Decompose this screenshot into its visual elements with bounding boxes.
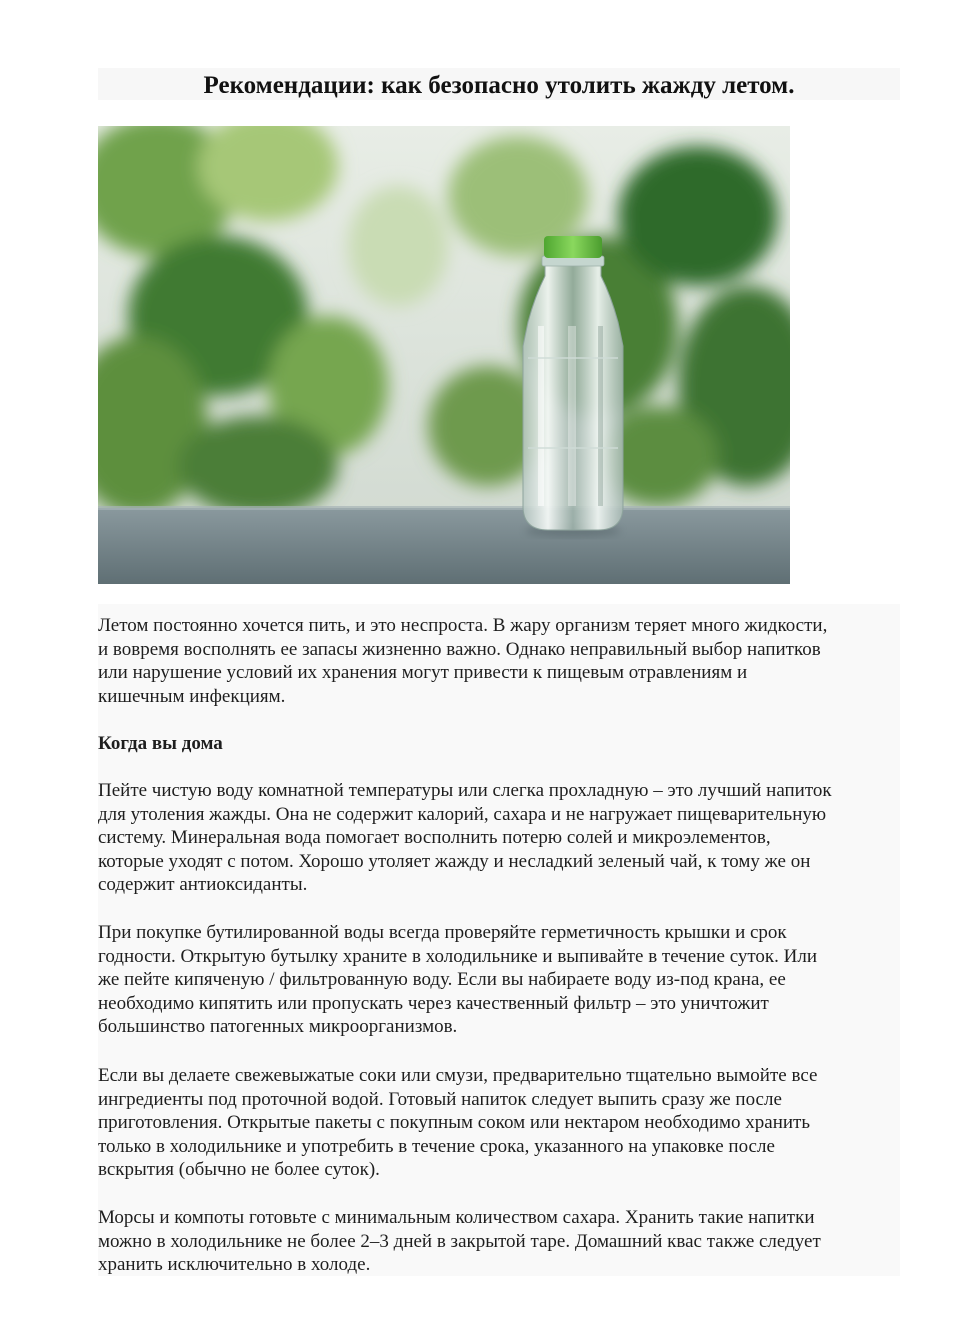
paragraph-water [98, 779, 900, 897]
text-line: Летом постоянно хочется пить, и это неспроста. В жару организм теряет много жидкости, [98, 615, 828, 636]
paragraph-bottled-water [98, 921, 900, 1039]
text-line: для утоления жажды. Она не содержит калорий, сахара и не нагружает пищеварительную [98, 803, 827, 825]
text-line: или нарушение условий их хранения могут привести к пищевым отравлениям и [98, 662, 748, 684]
section-heading: Когда вы дома [98, 733, 223, 754]
page-title: Рекомендации: как безопасно утолить жажду летом. [203, 72, 795, 99]
intro-paragraph [98, 614, 900, 708]
text-line: которые уходят с потом. Хорошо утоляет жажду и несладкий зеленый чай, к тому же он [98, 850, 811, 872]
text-line: приготовления. Открытые пакеты с покупным соком или нектаром необходимо хранить [98, 1112, 810, 1134]
text-line: систему. Минеральная вода помогает восполнить потерю солей и микроэлементов, [98, 827, 771, 849]
green-cap [544, 236, 602, 258]
text-line: хранить исключительно в холоде. [98, 1254, 371, 1276]
text-line: годности. Открытую бутылку храните в холодильнике и выпивайте в течение суток. Или [98, 945, 818, 967]
title-bar [98, 68, 900, 100]
text-line: кишечным инфекциям. [98, 685, 286, 707]
text-line: Если вы делаете свежевыжатые соки или смузи, предварительно тщательно вымойте все [98, 1065, 818, 1086]
text-line: только в холодильнике и употребить в течение срока, указанного на упаковке после [98, 1135, 775, 1157]
paragraph-compotes [98, 1206, 900, 1277]
paragraph-juices [98, 1064, 900, 1182]
text-line: можно в холодильнике не более 2–3 дней в закрытой таре. Домашний квас также следует [98, 1230, 821, 1252]
water-bottle-photo [98, 126, 790, 584]
text-line: и вовремя восполнять ее запасы жизненно важно. Однако неправильный выбор напитков [98, 638, 821, 660]
article-body [98, 604, 900, 1276]
text-line: Морсы и компоты готовьте с минимальным количеством сахара. Хранить такие напитки [98, 1207, 815, 1228]
text-line: большинство патогенных микроорганизмов. [98, 1016, 458, 1038]
text-line: же пейте кипяченую / фильтрованную воду. Если вы набираете воду из-под крана, ее [98, 969, 786, 991]
text-line: содержит антиоксиданты. [98, 874, 308, 896]
text-line: вскрытия (обычно не более суток). [98, 1159, 380, 1181]
text-line: необходимо кипятить или пропускать через качественный фильтр – это уничтожит [98, 992, 769, 1014]
text-line: ингредиенты под проточной водой. Готовый напиток следует выпить сразу же после [98, 1088, 782, 1110]
text-line: Пейте чистую воду комнатной температуры или слегка прохладную – это лучший напиток [98, 780, 832, 801]
text-line: При покупке бутилированной воды всегда проверяйте герметичность крышки и срок [98, 922, 787, 943]
